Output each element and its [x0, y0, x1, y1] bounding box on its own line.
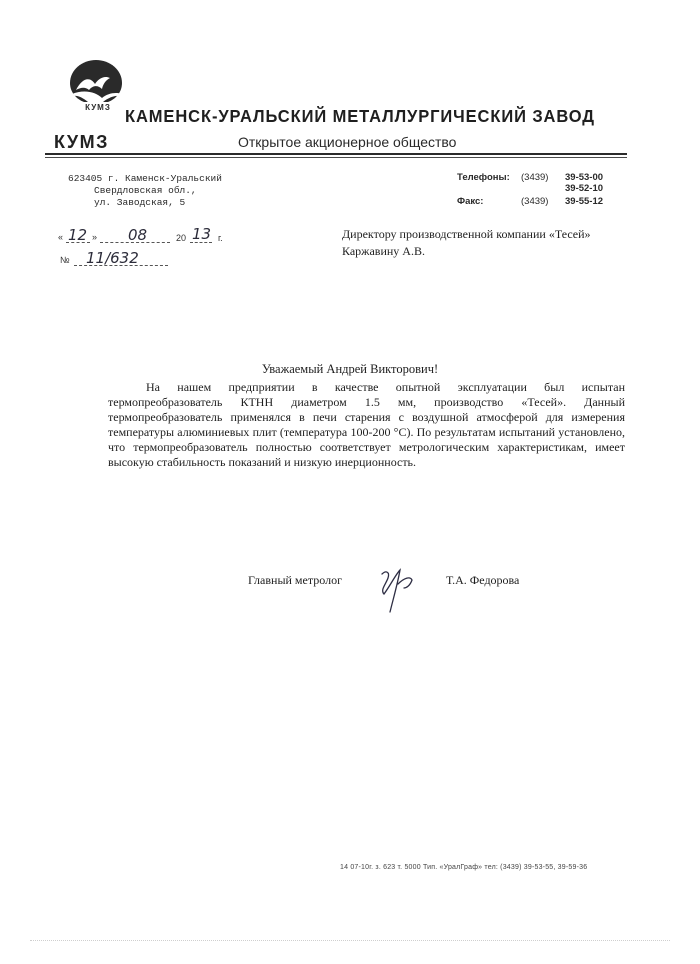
salutation: Уважаемый Андрей Викторович! [261, 362, 439, 376]
handwritten-signature [368, 560, 428, 618]
address-line: 623405 г. Каменск-Уральский [68, 173, 222, 184]
phone-number: 39-52-10 [565, 183, 604, 194]
letterhead-divider [45, 153, 627, 155]
signer-position: Главный метролог [248, 573, 342, 587]
address-line: Свердловская обл., [94, 185, 197, 196]
date-day: 12 [68, 226, 88, 244]
date-year-suffix: г. [218, 233, 223, 243]
document-date [58, 225, 230, 244]
addressee [342, 226, 642, 260]
company-logo [62, 56, 130, 112]
signer-name: Т.А. Федорова [446, 573, 520, 587]
logo-lettering: КУМЗ [85, 103, 111, 112]
date-quote-open: « [58, 232, 64, 242]
letterhead-divider-thin [45, 157, 627, 158]
phones-label: Телефоны: [457, 172, 510, 183]
date-year: 13 [192, 225, 212, 243]
printer-imprint: 14 07-10г. з. 623 т. 5000 Тип. «УралГраф» тел: (3439) 39-53-55, 39-59-36 [340, 864, 588, 871]
fax-area-code: (3439) [521, 196, 549, 207]
addressee-name: Каржавину А.В. [342, 244, 425, 258]
phone-number: 39-53-00 [565, 172, 604, 183]
addressee-position: Директору производственной компании «Тесей» [342, 227, 591, 241]
fax-label: Факс: [457, 196, 484, 207]
date-year-prefix: 20 [176, 233, 187, 243]
number-label: № [60, 255, 70, 265]
registration-number [58, 250, 168, 266]
fax-number: 39-55-12 [565, 196, 604, 207]
date-quote-close: » [92, 232, 98, 242]
company-name: КАМЕНСК-УРАЛЬСКИЙ МЕТАЛЛУРГИЧЕСКИЙ ЗАВОД [125, 107, 595, 127]
date-month: 08 [128, 226, 148, 244]
address-line: ул. Заводская, 5 [94, 197, 186, 208]
phone-area-code: (3439) [521, 172, 549, 183]
company-short-name: КУМЗ [54, 132, 109, 152]
number-value: 11/632 [86, 249, 139, 267]
company-address [68, 173, 268, 209]
scan-edge [30, 940, 670, 941]
organization-form: Открытое акционерное общество [238, 134, 457, 150]
letter-body: На нашем предприятии в качестве опытной эксплуатации был испытан термопреобразователь КТНН диаметром 1.5 мм, производство «Тесей». Данный термопреобразователь применялся в печи старения с воздушной атмосферой для измерения температуры алюминиевых плит (температура 100-200 °С). По результатам испытаний установлено, что термопреобразователь полностью соответствует метрологическим характеристикам, имеет высокую стабильность показаний и низкую инерционность. [108, 380, 625, 469]
